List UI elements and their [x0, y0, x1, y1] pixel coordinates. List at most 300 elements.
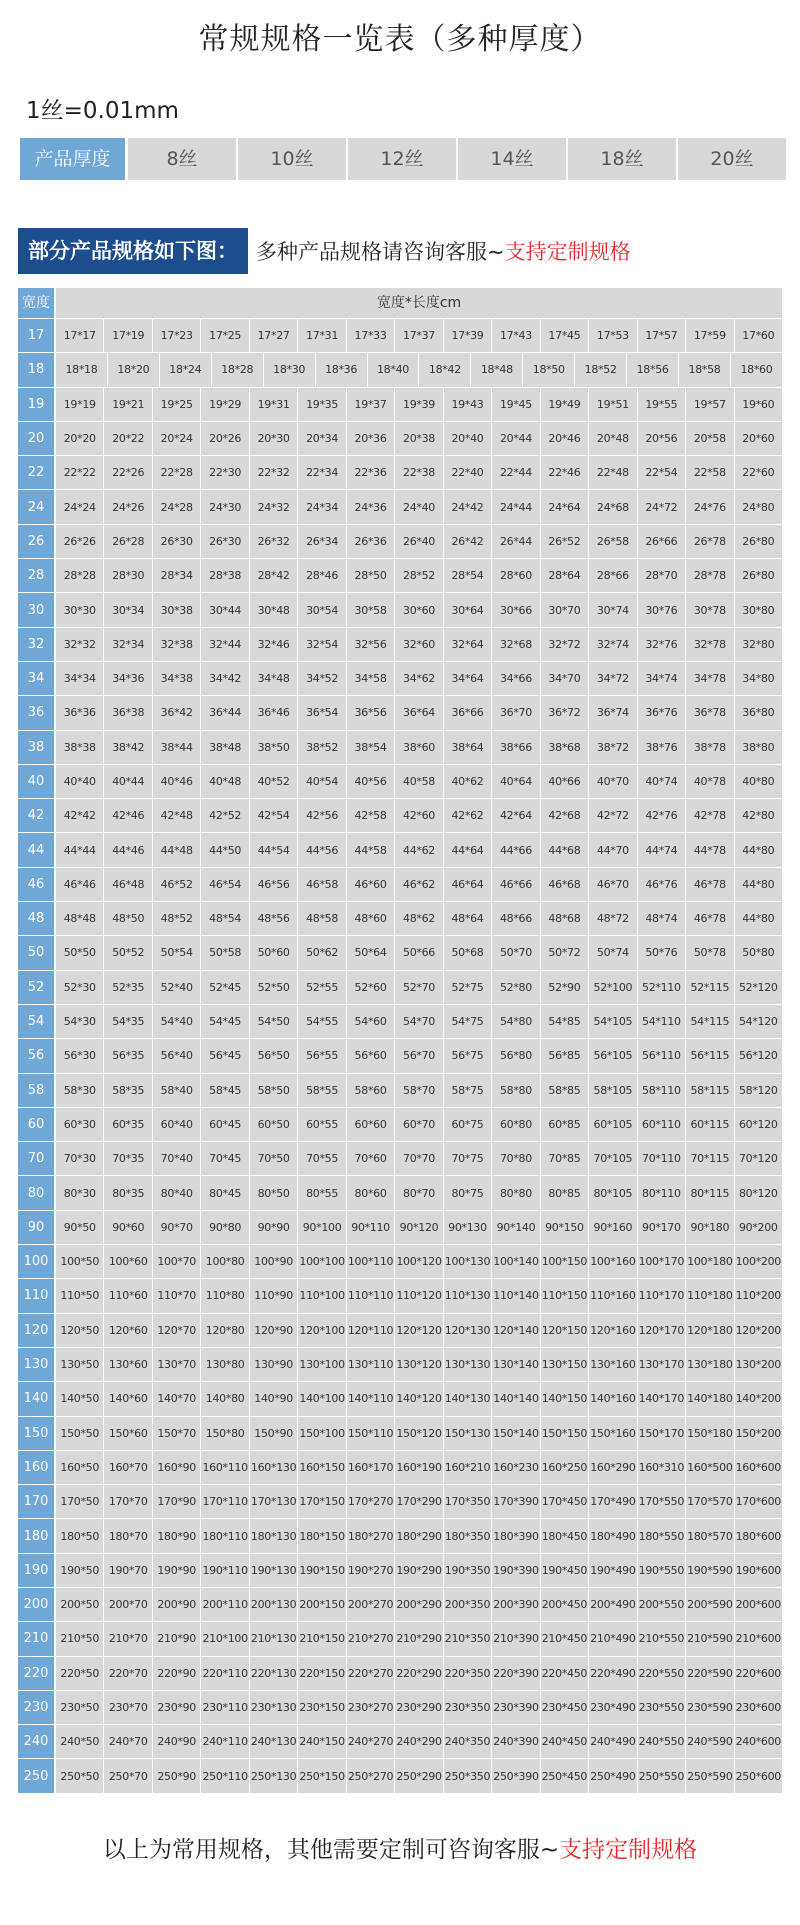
table-cell: 52*55	[298, 971, 346, 1004]
table-cell: 230*150	[298, 1691, 346, 1724]
table-cell: 38*64	[444, 731, 492, 764]
table-cell: 110*180	[686, 1279, 734, 1312]
table-cell: 130*200	[735, 1348, 782, 1381]
table-cell: 100*180	[686, 1245, 734, 1278]
row-width-label: 70	[18, 1142, 56, 1175]
table-cell: 240*270	[347, 1725, 395, 1758]
row-width-label: 230	[18, 1691, 56, 1724]
table-cell: 46*46	[56, 868, 104, 901]
table-cell: 36*56	[347, 696, 395, 729]
table-cell: 46*52	[153, 868, 201, 901]
table-cell: 200*450	[541, 1588, 589, 1621]
table-cell: 130*70	[153, 1348, 201, 1381]
table-cell: 60*115	[686, 1108, 734, 1141]
table-cell: 20*46	[541, 422, 589, 455]
table-cell: 18*56	[627, 353, 679, 386]
table-cell: 210*490	[589, 1622, 637, 1655]
table-cell: 26*44	[492, 525, 540, 558]
table-cell: 150*170	[638, 1417, 686, 1450]
table-cell: 90*200	[735, 1211, 782, 1244]
table-cell: 26*32	[250, 525, 298, 558]
table-row	[18, 798, 782, 832]
thickness-table	[20, 138, 786, 180]
page-title: 常规规格一览表（多种厚度）	[198, 22, 602, 57]
table-cell: 56*60	[347, 1039, 395, 1072]
table-cell: 130*150	[541, 1348, 589, 1381]
table-cell: 19*21	[104, 388, 152, 421]
table-cell: 70*45	[201, 1142, 249, 1175]
table-cell: 48*56	[250, 902, 298, 935]
table-cell: 120*170	[638, 1314, 686, 1347]
table-cell: 50*52	[104, 936, 152, 969]
table-cell: 230*550	[638, 1691, 686, 1724]
table-cell: 34*74	[638, 662, 686, 695]
table-cell: 50*54	[153, 936, 201, 969]
table-cell: 26*34	[298, 525, 346, 558]
table-cell: 240*590	[686, 1725, 734, 1758]
table-cell: 50*70	[492, 936, 540, 969]
table-cell: 52*80	[492, 971, 540, 1004]
table-row	[18, 1347, 782, 1381]
table-cell: 56*85	[541, 1039, 589, 1072]
table-cell: 200*270	[347, 1588, 395, 1621]
table-cell: 60*40	[153, 1108, 201, 1141]
row-width-label: 36	[18, 696, 56, 729]
table-cell: 52*115	[686, 971, 734, 1004]
table-row	[18, 970, 782, 1004]
table-cell: 50*76	[638, 936, 686, 969]
table-cell: 44*66	[492, 833, 540, 866]
table-row	[18, 1073, 782, 1107]
table-cell: 42*52	[201, 799, 249, 832]
table-cell: 20*34	[298, 422, 346, 455]
row-width-label: 170	[18, 1485, 56, 1518]
table-cell: 58*120	[735, 1074, 782, 1107]
table-cell: 70*105	[589, 1142, 637, 1175]
table-cell: 170*450	[541, 1485, 589, 1518]
table-cell: 210*590	[686, 1622, 734, 1655]
table-cell: 24*40	[395, 490, 443, 523]
table-cell: 19*19	[56, 388, 104, 421]
table-cell: 110*120	[395, 1279, 443, 1312]
table-cell: 28*28	[56, 559, 104, 592]
table-cell: 230*290	[395, 1691, 443, 1724]
table-cell: 19*60	[735, 388, 782, 421]
table-cell: 120*50	[56, 1314, 104, 1347]
row-width-label: 100	[18, 1245, 56, 1278]
table-cell: 160*150	[298, 1451, 346, 1484]
table-cell: 100*110	[347, 1245, 395, 1278]
table-cell: 38*38	[56, 731, 104, 764]
table-cell: 34*42	[201, 662, 249, 695]
table-cell: 50*66	[395, 936, 443, 969]
row-width-label: 34	[18, 662, 56, 695]
table-cell: 52*75	[444, 971, 492, 1004]
table-cell: 17*39	[444, 319, 492, 352]
table-cell: 230*70	[104, 1691, 152, 1724]
table-cell: 230*600	[735, 1691, 782, 1724]
table-cell: 120*130	[444, 1314, 492, 1347]
table-cell: 120*80	[201, 1314, 249, 1347]
table-cell: 140*90	[250, 1382, 298, 1415]
table-cell: 40*62	[444, 765, 492, 798]
table-cell: 38*76	[638, 731, 686, 764]
table-cell: 60*50	[250, 1108, 298, 1141]
row-width-label: 40	[18, 765, 56, 798]
table-cell: 210*600	[735, 1622, 782, 1655]
table-cell: 250*130	[250, 1759, 298, 1792]
table-cell: 58*115	[686, 1074, 734, 1107]
table-cell: 54*50	[250, 1005, 298, 1038]
row-width-label: 38	[18, 731, 56, 764]
table-cell: 160*210	[444, 1451, 492, 1484]
table-cell: 180*270	[347, 1519, 395, 1552]
table-cell: 20*30	[250, 422, 298, 455]
table-cell: 44*80	[735, 868, 782, 901]
table-cell: 19*57	[686, 388, 734, 421]
table-cell: 54*35	[104, 1005, 152, 1038]
table-cell: 22*26	[104, 456, 152, 489]
table-cell: 54*45	[201, 1005, 249, 1038]
table-cell: 54*55	[298, 1005, 346, 1038]
table-cell: 34*58	[347, 662, 395, 695]
table-cell: 52*70	[395, 971, 443, 1004]
table-cell: 32*80	[735, 628, 782, 661]
table-cell: 210*130	[250, 1622, 298, 1655]
table-cell: 32*46	[250, 628, 298, 661]
table-cell: 120*150	[541, 1314, 589, 1347]
table-cell: 19*35	[298, 388, 346, 421]
table-cell: 230*590	[686, 1691, 734, 1724]
table-cell: 40*78	[686, 765, 734, 798]
table-cell: 38*60	[395, 731, 443, 764]
table-cell: 24*24	[56, 490, 104, 523]
table-cell: 250*110	[201, 1759, 249, 1792]
thickness-option: 18丝	[568, 138, 678, 180]
table-cell: 38*68	[541, 731, 589, 764]
table-cell: 140*70	[153, 1382, 201, 1415]
table-cell: 60*110	[638, 1108, 686, 1141]
table-cell: 26*52	[541, 525, 589, 558]
table-cell: 70*55	[298, 1142, 346, 1175]
table-cell: 50*64	[347, 936, 395, 969]
table-cell: 42*76	[638, 799, 686, 832]
table-cell: 220*270	[347, 1657, 395, 1690]
table-row	[18, 1484, 782, 1518]
table-row	[18, 1724, 782, 1758]
table-cell: 150*70	[153, 1417, 201, 1450]
row-width-label: 58	[18, 1074, 56, 1107]
table-cell: 20*20	[56, 422, 104, 455]
spec-grid-header	[18, 288, 782, 318]
row-width-label: 80	[18, 1176, 56, 1209]
table-cell: 42*68	[541, 799, 589, 832]
table-cell: 32*54	[298, 628, 346, 661]
table-cell: 58*110	[638, 1074, 686, 1107]
table-cell: 170*350	[444, 1485, 492, 1518]
table-cell: 34*78	[686, 662, 734, 695]
table-cell: 50*72	[541, 936, 589, 969]
table-row	[18, 1758, 782, 1792]
table-cell: 210*70	[104, 1622, 152, 1655]
table-cell: 32*78	[686, 628, 734, 661]
table-cell: 18*20	[108, 353, 160, 386]
table-cell: 250*350	[444, 1759, 492, 1792]
table-cell: 30*34	[104, 593, 152, 626]
table-cell: 70*60	[347, 1142, 395, 1175]
table-cell: 90*90	[250, 1211, 298, 1244]
table-cell: 22*54	[638, 456, 686, 489]
table-cell: 32*38	[153, 628, 201, 661]
table-cell: 110*130	[444, 1279, 492, 1312]
row-width-label: 54	[18, 1005, 56, 1038]
table-cell: 50*58	[201, 936, 249, 969]
table-cell: 26*26	[56, 525, 104, 558]
table-cell: 150*160	[589, 1417, 637, 1450]
table-cell: 170*130	[250, 1485, 298, 1518]
table-cell: 70*50	[250, 1142, 298, 1175]
table-cell: 100*60	[104, 1245, 152, 1278]
table-row	[18, 730, 782, 764]
table-cell: 120*90	[250, 1314, 298, 1347]
table-cell: 170*490	[589, 1485, 637, 1518]
table-cell: 44*64	[444, 833, 492, 866]
table-cell: 18*52	[575, 353, 627, 386]
table-cell: 28*64	[541, 559, 589, 592]
table-cell: 30*60	[395, 593, 443, 626]
table-cell: 250*390	[492, 1759, 540, 1792]
table-cell: 120*60	[104, 1314, 152, 1347]
table-row	[18, 627, 782, 661]
table-cell: 52*45	[201, 971, 249, 1004]
table-cell: 70*110	[638, 1142, 686, 1175]
table-cell: 22*38	[395, 456, 443, 489]
table-cell: 54*85	[541, 1005, 589, 1038]
table-cell: 90*130	[444, 1211, 492, 1244]
table-cell: 26*80	[735, 559, 782, 592]
table-row	[18, 695, 782, 729]
table-cell: 90*110	[347, 1211, 395, 1244]
table-cell: 32*68	[492, 628, 540, 661]
table-cell: 160*250	[541, 1451, 589, 1484]
table-row	[18, 1278, 782, 1312]
table-cell: 160*310	[638, 1451, 686, 1484]
table-cell: 56*50	[250, 1039, 298, 1072]
table-cell: 17*33	[347, 319, 395, 352]
table-cell: 80*85	[541, 1176, 589, 1209]
table-cell: 150*60	[104, 1417, 152, 1450]
table-cell: 17*59	[686, 319, 734, 352]
table-cell: 56*80	[492, 1039, 540, 1072]
table-cell: 42*54	[250, 799, 298, 832]
table-row	[18, 901, 782, 935]
row-width-label: 22	[18, 456, 56, 489]
table-cell: 28*78	[686, 559, 734, 592]
table-cell: 38*78	[686, 731, 734, 764]
table-row	[18, 1553, 782, 1587]
table-cell: 24*76	[686, 490, 734, 523]
row-width-label: 130	[18, 1348, 56, 1381]
table-cell: 20*58	[686, 422, 734, 455]
table-cell: 200*110	[201, 1588, 249, 1621]
table-cell: 190*350	[444, 1554, 492, 1587]
table-cell: 34*66	[492, 662, 540, 695]
table-cell: 190*490	[589, 1554, 637, 1587]
row-width-label: 18	[18, 353, 56, 386]
table-cell: 60*70	[395, 1108, 443, 1141]
table-cell: 160*170	[347, 1451, 395, 1484]
table-cell: 190*600	[735, 1554, 782, 1587]
table-cell: 28*70	[638, 559, 686, 592]
table-cell: 24*80	[735, 490, 782, 523]
table-cell: 22*46	[541, 456, 589, 489]
table-cell: 220*390	[492, 1657, 540, 1690]
table-cell: 28*52	[395, 559, 443, 592]
table-cell: 60*35	[104, 1108, 152, 1141]
table-cell: 56*45	[201, 1039, 249, 1072]
table-cell: 40*64	[492, 765, 540, 798]
row-width-label: 50	[18, 936, 56, 969]
table-cell: 230*130	[250, 1691, 298, 1724]
table-cell: 22*30	[201, 456, 249, 489]
table-cell: 140*160	[589, 1382, 637, 1415]
table-cell: 34*36	[104, 662, 152, 695]
table-cell: 160*130	[250, 1451, 298, 1484]
row-width-label: 180	[18, 1519, 56, 1552]
table-cell: 240*50	[56, 1725, 104, 1758]
table-cell: 210*550	[638, 1622, 686, 1655]
table-cell: 28*54	[444, 559, 492, 592]
table-cell: 48*68	[541, 902, 589, 935]
table-cell: 32*76	[638, 628, 686, 661]
table-cell: 24*28	[153, 490, 201, 523]
table-cell: 56*40	[153, 1039, 201, 1072]
table-cell: 18*18	[56, 353, 108, 386]
table-cell: 210*350	[444, 1622, 492, 1655]
table-cell: 120*160	[589, 1314, 637, 1347]
table-cell: 40*56	[347, 765, 395, 798]
table-cell: 48*54	[201, 902, 249, 935]
table-row	[18, 1587, 782, 1621]
table-cell: 48*66	[492, 902, 540, 935]
table-cell: 26*78	[686, 525, 734, 558]
table-row	[18, 1210, 782, 1244]
table-cell: 24*26	[104, 490, 152, 523]
row-width-label: 140	[18, 1382, 56, 1415]
table-cell: 100*80	[201, 1245, 249, 1278]
table-cell: 32*60	[395, 628, 443, 661]
table-cell: 58*45	[201, 1074, 249, 1107]
table-cell: 140*150	[541, 1382, 589, 1415]
footer-highlight: 支持定制规格	[559, 1837, 698, 1863]
table-cell: 48*62	[395, 902, 443, 935]
table-cell: 250*70	[104, 1759, 152, 1792]
table-cell: 180*450	[541, 1519, 589, 1552]
table-cell: 20*48	[589, 422, 637, 455]
table-cell: 58*35	[104, 1074, 152, 1107]
table-row	[18, 558, 782, 592]
table-row	[18, 489, 782, 523]
header-dims: 宽度*长度cm	[56, 288, 782, 318]
table-cell: 110*90	[250, 1279, 298, 1312]
table-cell: 56*55	[298, 1039, 346, 1072]
table-cell: 46*54	[201, 868, 249, 901]
table-cell: 240*390	[492, 1725, 540, 1758]
table-cell: 52*30	[56, 971, 104, 1004]
table-cell: 46*66	[492, 868, 540, 901]
table-cell: 220*70	[104, 1657, 152, 1690]
table-cell: 30*38	[153, 593, 201, 626]
table-cell: 30*66	[492, 593, 540, 626]
table-cell: 150*180	[686, 1417, 734, 1450]
row-width-label: 26	[18, 525, 56, 558]
table-cell: 34*38	[153, 662, 201, 695]
table-cell: 30*80	[735, 593, 782, 626]
table-cell: 46*76	[638, 868, 686, 901]
table-cell: 140*60	[104, 1382, 152, 1415]
table-cell: 200*290	[395, 1588, 443, 1621]
table-cell: 120*100	[298, 1314, 346, 1347]
table-cell: 150*100	[298, 1417, 346, 1450]
table-cell: 160*50	[56, 1451, 104, 1484]
table-cell: 24*72	[638, 490, 686, 523]
table-cell: 54*60	[347, 1005, 395, 1038]
table-cell: 56*70	[395, 1039, 443, 1072]
table-cell: 56*75	[444, 1039, 492, 1072]
table-cell: 40*46	[153, 765, 201, 798]
table-cell: 110*160	[589, 1279, 637, 1312]
table-cell: 190*390	[492, 1554, 540, 1587]
table-cell: 46*64	[444, 868, 492, 901]
table-cell: 160*600	[735, 1451, 782, 1484]
table-row	[18, 1107, 782, 1141]
table-cell: 22*60	[735, 456, 782, 489]
row-width-label: 52	[18, 971, 56, 1004]
table-row	[18, 661, 782, 695]
table-cell: 24*30	[201, 490, 249, 523]
table-cell: 30*64	[444, 593, 492, 626]
table-cell: 110*70	[153, 1279, 201, 1312]
table-cell: 200*150	[298, 1588, 346, 1621]
table-cell: 220*130	[250, 1657, 298, 1690]
table-cell: 150*90	[250, 1417, 298, 1450]
table-cell: 150*110	[347, 1417, 395, 1450]
table-cell: 40*58	[395, 765, 443, 798]
table-cell: 220*550	[638, 1657, 686, 1690]
table-cell: 42*80	[735, 799, 782, 832]
table-cell: 180*130	[250, 1519, 298, 1552]
table-cell: 19*51	[589, 388, 637, 421]
table-cell: 70*80	[492, 1142, 540, 1175]
table-cell: 28*46	[298, 559, 346, 592]
table-cell: 48*52	[153, 902, 201, 935]
table-cell: 130*170	[638, 1348, 686, 1381]
table-cell: 58*80	[492, 1074, 540, 1107]
table-cell: 18*24	[160, 353, 212, 386]
table-cell: 240*490	[589, 1725, 637, 1758]
table-cell: 26*42	[444, 525, 492, 558]
table-cell: 17*23	[153, 319, 201, 352]
table-cell: 200*490	[589, 1588, 637, 1621]
table-cell: 19*45	[492, 388, 540, 421]
table-cell: 30*78	[686, 593, 734, 626]
table-cell: 26*40	[395, 525, 443, 558]
table-cell: 58*30	[56, 1074, 104, 1107]
table-cell: 40*44	[104, 765, 152, 798]
table-cell: 180*90	[153, 1519, 201, 1552]
table-cell: 19*39	[395, 388, 443, 421]
table-cell: 80*120	[735, 1176, 782, 1209]
